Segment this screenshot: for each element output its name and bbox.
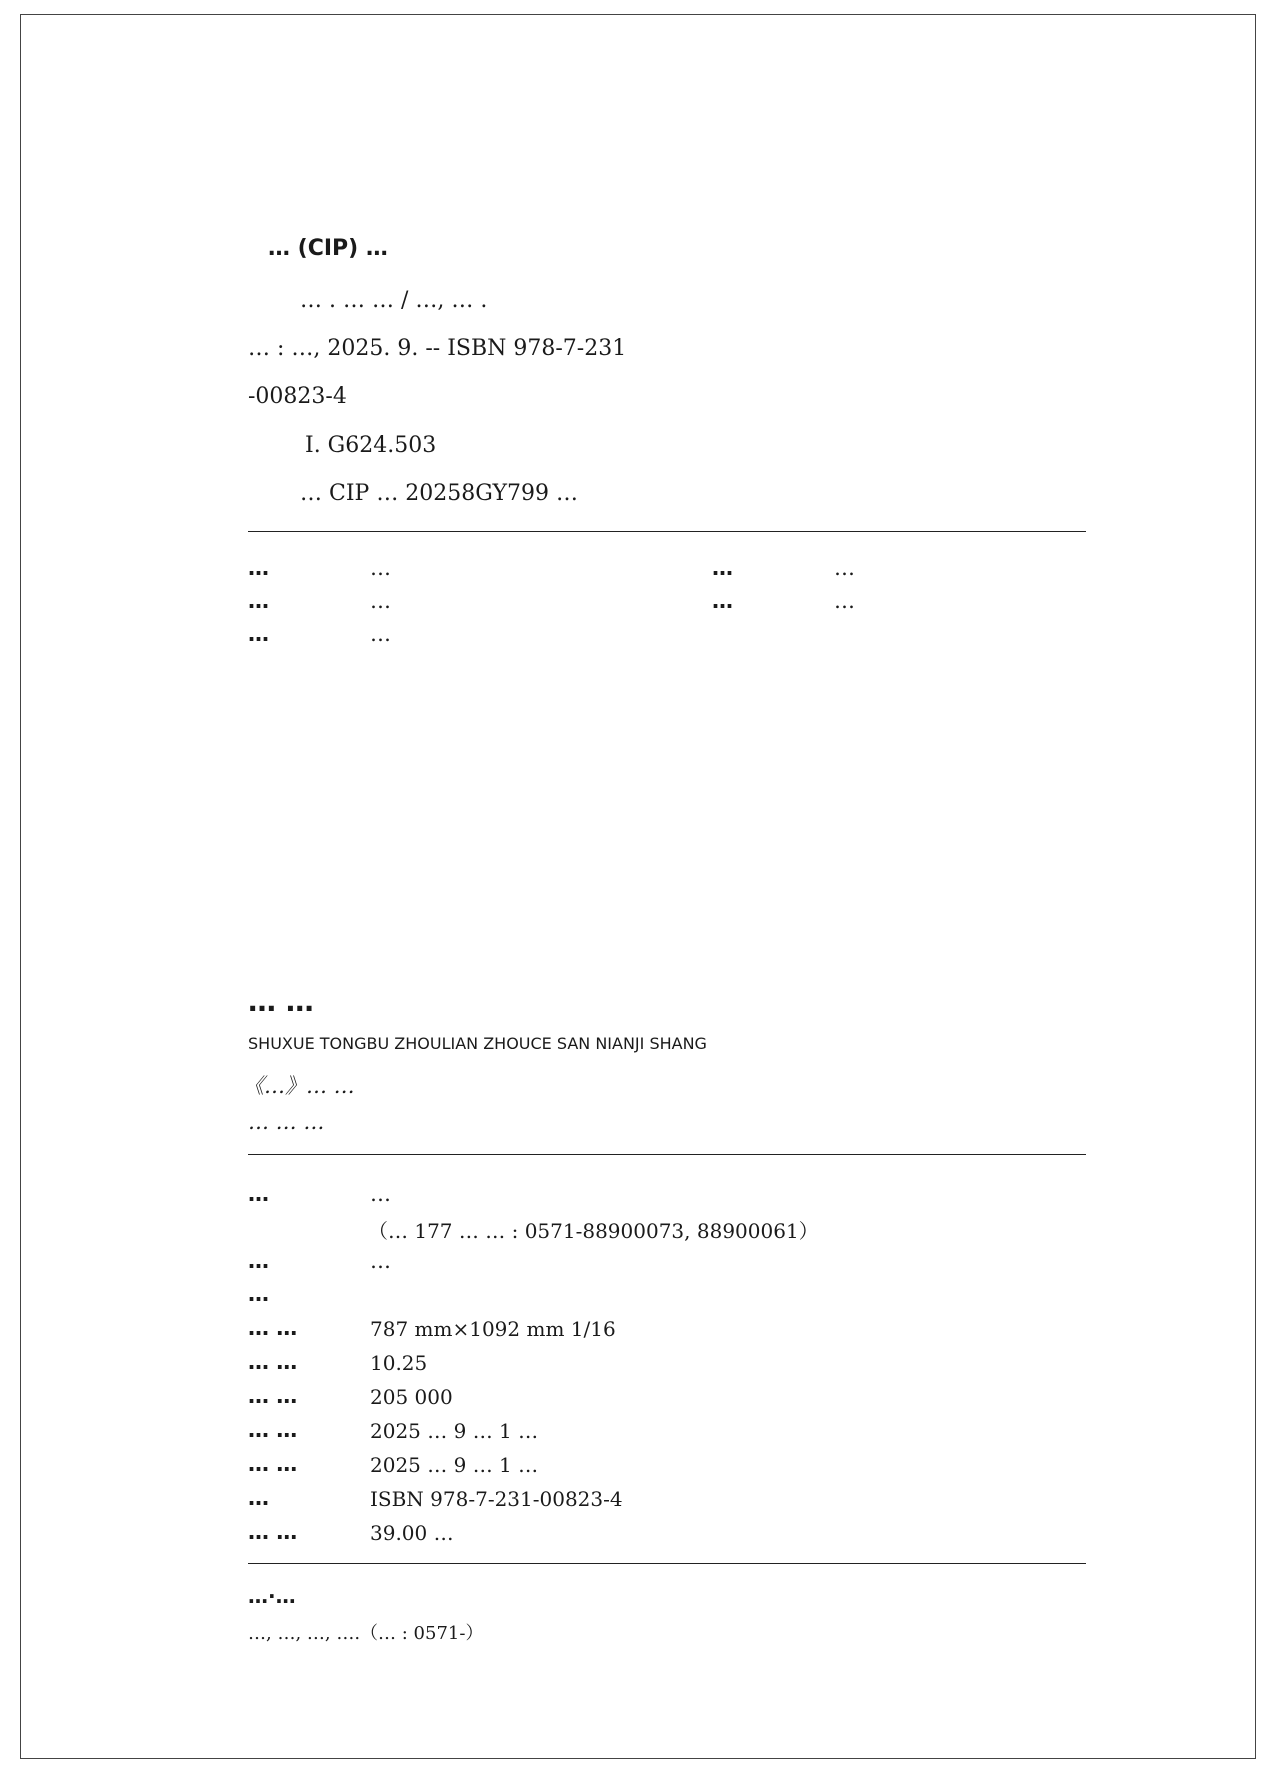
- isbn-value: ISBN 978-7-231-00823-4: [370, 1487, 623, 1511]
- edition-label: … …: [248, 1418, 298, 1442]
- proofreader-value: …: [370, 589, 391, 613]
- divider-1: [248, 531, 1086, 532]
- sheets-value: 10.25: [370, 1351, 428, 1375]
- divider-2: [248, 1154, 1086, 1155]
- word-count-value: 205 000: [370, 1385, 453, 1409]
- chief-editors: … … …: [248, 1110, 325, 1134]
- cip-line-2: … : …, 2025. 9. -- ISBN 978-7-231: [248, 336, 627, 361]
- divider-3: [248, 1563, 1086, 1564]
- format-label: … …: [248, 1316, 298, 1340]
- impression-label: … …: [248, 1452, 298, 1476]
- format-value: 787 mm×1092 mm 1/16: [370, 1317, 616, 1341]
- price-value: 39.00 …: [370, 1521, 454, 1545]
- book-title-pinyin: SHUXUE TONGBU ZHOULIAN ZHOUCE SAN NIANJI SHANG: [248, 1034, 707, 1053]
- editor-value: …: [370, 556, 391, 580]
- copyright-title: …·…: [248, 1584, 296, 1608]
- printing-label: …: [248, 1282, 269, 1306]
- proofreader-label: …: [248, 589, 269, 613]
- art-editor-value: …: [834, 556, 855, 580]
- print-manager-value: …: [834, 589, 855, 613]
- design-value: …: [370, 1249, 391, 1273]
- cip-line-1: … . … … / …, … .: [300, 288, 488, 313]
- compiled-by: 《…》… …: [243, 1074, 355, 1098]
- design-label: …: [248, 1249, 269, 1273]
- cip-heading: … (CIP) …: [268, 236, 388, 261]
- price-label: … …: [248, 1520, 298, 1544]
- cover-design-value: …: [370, 622, 391, 646]
- edition-value: 2025 … 9 … 1 …: [370, 1419, 539, 1443]
- publisher-address: （… 177 … … : 0571-88900073, 88900061）: [368, 1219, 819, 1243]
- impression-value: 2025 … 9 … 1 …: [370, 1453, 539, 1477]
- book-title: … …: [248, 985, 314, 1018]
- word-count-label: … …: [248, 1384, 298, 1408]
- cover-design-label: …: [248, 622, 269, 646]
- publisher-label: …: [248, 1182, 269, 1206]
- isbn-label: …: [248, 1486, 269, 1510]
- copyright-notice: …, …, …, ….（… : 0571-）: [248, 1623, 484, 1644]
- editor-label: …: [248, 556, 269, 580]
- page-border: [20, 14, 1256, 1759]
- art-editor-label: …: [712, 556, 733, 580]
- cip-line-5: … CIP … 20258GY799 …: [300, 481, 578, 506]
- publisher-value: …: [370, 1182, 391, 1206]
- cip-line-4: Ⅰ. G624.503: [305, 433, 437, 458]
- cip-line-3: -00823-4: [248, 384, 347, 409]
- sheets-label: … …: [248, 1350, 298, 1374]
- print-manager-label: …: [712, 589, 733, 613]
